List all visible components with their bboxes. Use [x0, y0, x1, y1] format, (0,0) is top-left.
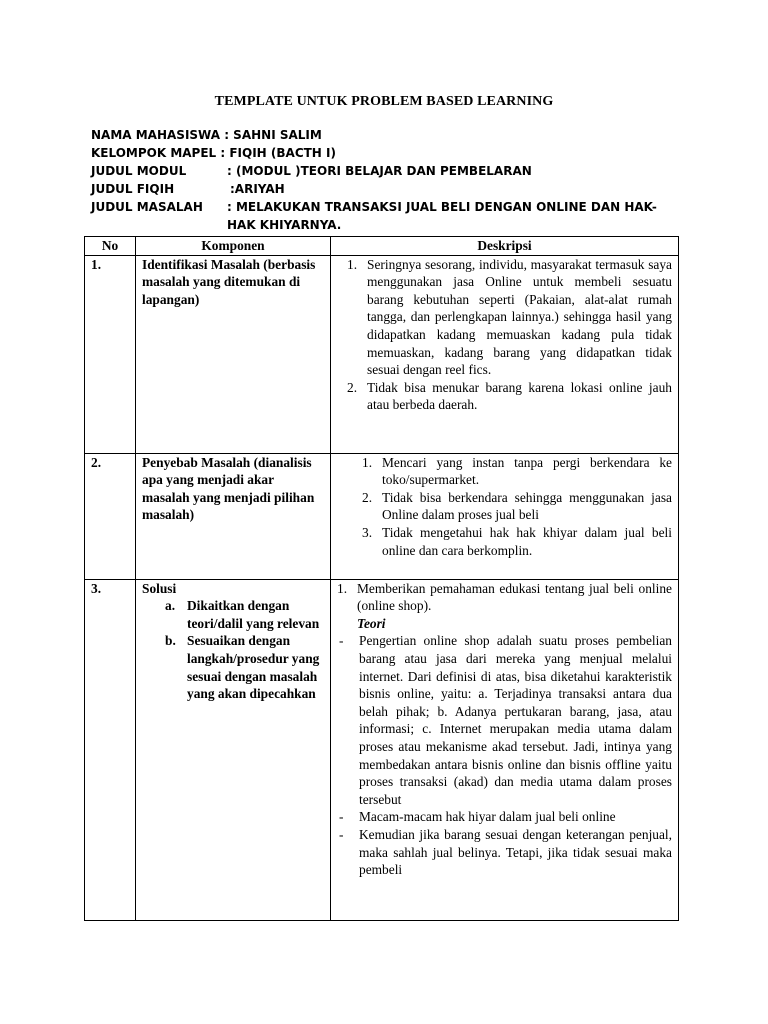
row-number: 2.	[85, 453, 136, 579]
kelompok-mapel-row	[91, 144, 691, 162]
teori-label: Teori	[357, 615, 386, 631]
list-item: 1. Seringnya sesorang, individu, masyarakat termasuk saya menggunakan jasa Online untuk membeli sesuatu barang kebutuhan seperti (Pakaian, alat-alat rumah tangga, dan perlengkapan lainnya.) sehingga hasil yang didapatkan kadang memuaskan kadang pula tidak memuaskan, kadang barang yang didapatkan tidak sesuai dengan reel fics.	[347, 256, 672, 378]
judul-masalah-continued: HAK KHIYARNYA.	[227, 218, 342, 232]
solusi-title: Solusi	[142, 580, 177, 596]
judul-masalah-value: : MELAKUKAN TRANSAKSI JUAL BELI DENGAN ONLINE DAN HAK-	[227, 200, 657, 214]
judul-masalah-label: JUDUL MASALAH	[91, 200, 203, 214]
judul-masalah-row	[91, 198, 691, 232]
row-komponen	[136, 579, 331, 920]
judul-modul-value: : (MODUL )TEORI BELAJAR DAN PEMBELARAN	[227, 164, 532, 178]
judul-fiqih-value: :ARIYAH	[230, 182, 285, 196]
header-deskripsi: Deskripsi	[331, 237, 679, 256]
list-item: 2. Tidak bisa berkendara sehingga menggunakan jasa Online dalam proses jual beli	[362, 489, 672, 523]
list-item: - Macam-macam hak hiyar dalam jual beli online	[339, 809, 616, 825]
row-komponen: Identifikasi Masalah (berbasis masalah yang ditemukan di lapangan)	[136, 255, 331, 453]
judul-modul-label: JUDUL MODUL	[91, 164, 187, 178]
row-deskripsi	[331, 255, 679, 453]
list-item: 2. Tidak bisa menukar barang karena lokasi online jauh atau berbeda daerah.	[347, 379, 672, 413]
document-title: TEMPLATE UNTUK PROBLEM BASED LEARNING	[214, 94, 554, 109]
row-deskripsi	[331, 453, 679, 579]
deskripsi-content	[337, 580, 672, 920]
list-item: - Kemudian jika barang sesuai dengan keterangan penjual, maka sahlah jual belinya. Tetapi, jika tidak sesuai maka pembeli	[339, 826, 672, 878]
list-item: 1. Mencari yang instan tanpa pergi berkendara ke toko/supermarket.	[362, 454, 672, 488]
student-info	[91, 126, 691, 232]
row-komponen: Penyebab Masalah (dianalisis apa yang menjadi akar masalah yang menjadi pilihan masalah)	[136, 453, 331, 579]
table-row	[85, 453, 679, 579]
list-item: a. Dikaitkan dengan teori/dalil yang relevan	[165, 598, 320, 631]
judul-fiqih-label: JUDUL FIQIH	[91, 182, 175, 196]
header-komponen: Komponen	[136, 237, 331, 256]
judul-modul-row	[91, 162, 691, 180]
table-row	[85, 579, 679, 920]
list-item: 1. Memberikan pemahaman edukasi tentang jual beli online (online shop). Teori - Pengertian online shop adalah suatu proses pembelian barang atau jasa dari mereka yang menjual melalui internet. Dari definisi di atas, bisa diketahui karakteristik bisnis online, yaitu: a. Terjadinya transaksi antara dua belah pihak; b. Adanya pertukaran barang, jasa, atau informasi; c. Internet merupakan media utama dalam proses atau mekanisme akad tersebut. Jadi, intinya yang membedakan antara bisnis online dan bisnis offline yaitu proses transaksi (akad) dan media utama dalam proses tersebut - Macam-macam hak hiyar dalam jual beli online - Kemudian jika barang sesuai dengan keterangan penjual, maka sahlah jual belinya. Tetapi, jika tidak sesuai maka pembeli	[337, 580, 672, 878]
judul-fiqih-row	[91, 180, 691, 198]
nama-mahasiswa-row	[91, 126, 691, 144]
kelompok-mapel: KELOMPOK MAPEL : FIQIH (BACTH I)	[91, 146, 336, 160]
row-number: 1.	[85, 255, 136, 453]
pbl-table	[84, 236, 679, 921]
row-number: 3.	[85, 579, 136, 920]
row-deskripsi	[331, 579, 679, 920]
list-item: b. Sesuaikan dengan langkah/prosedur yang sesuai dengan masalah yang akan dipecahkan	[165, 633, 320, 702]
header-no: No	[85, 237, 136, 256]
table-header-row	[85, 237, 679, 256]
nama-mahasiswa: NAMA MAHASISWA : SAHNI SALIM	[91, 128, 322, 142]
list-item: - Pengertian online shop adalah suatu proses pembelian barang atau jasa dari mereka yang menjual melalui internet. Dari definisi di atas, bisa diketahui karakteristik bisnis online, yaitu: a. Terjadinya transaksi antara dua belah pihak; b. Adanya pertukaran barang, jasa, atau informasi; c. Internet merupakan media utama dalam proses atau mekanisme akad tersebut. Jadi, intinya yang membedakan antara bisnis online dan bisnis offline yaitu proses transaksi (akad) dan media utama dalam proses tersebut	[339, 633, 672, 807]
list-item: 3. Tidak mengetahui hak hak khiyar dalam jual beli online dan cara berkomplin.	[362, 524, 672, 558]
table-row	[85, 255, 679, 453]
